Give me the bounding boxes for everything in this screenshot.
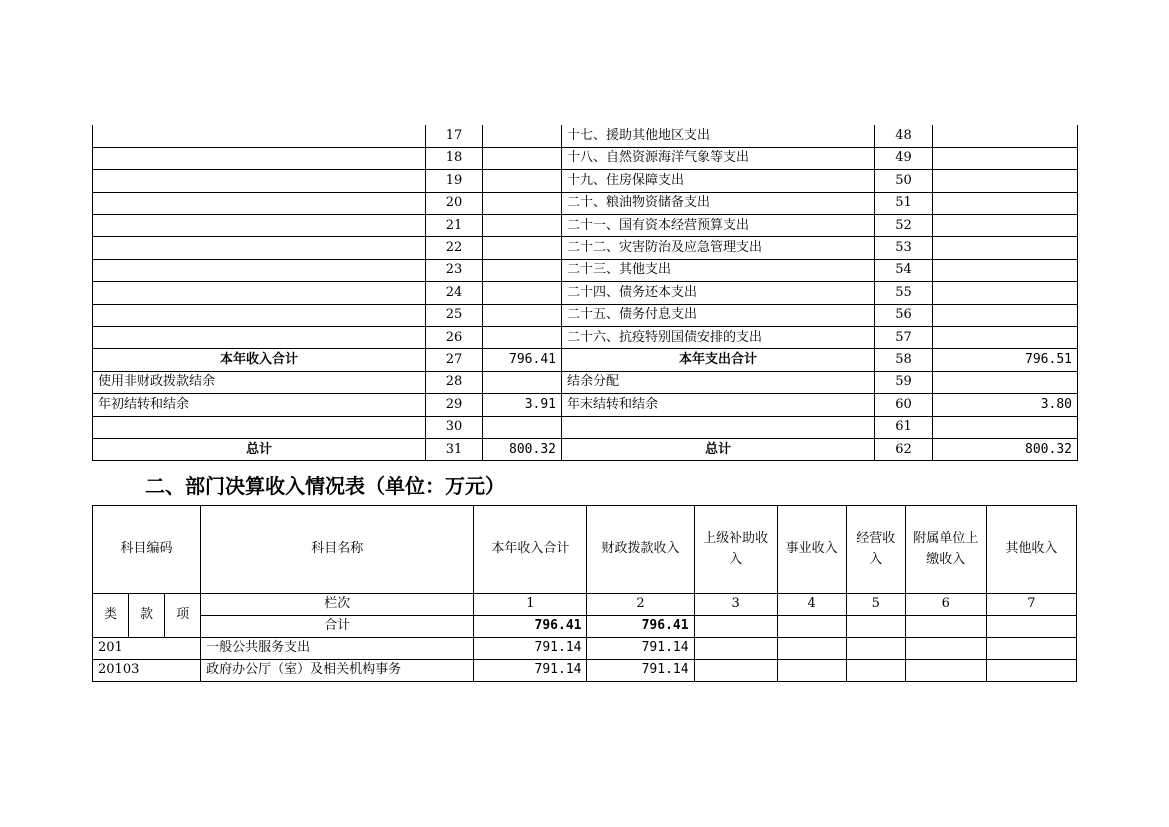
right-amount <box>933 215 1078 237</box>
right-amount <box>933 192 1078 214</box>
right-line-number: 50 <box>875 170 933 192</box>
right-label: 十九、住房保障支出 <box>562 170 875 192</box>
left-amount: 796.41 <box>483 349 562 371</box>
right-line-number: 61 <box>875 416 933 438</box>
left-label: 年初结转和结余 <box>93 394 426 416</box>
column-number: 5 <box>846 594 905 616</box>
empty-cell <box>777 638 846 660</box>
left-line-number: 30 <box>426 416 483 438</box>
header-affiliated: 附属单位上缴收入 <box>905 506 986 594</box>
header-operating: 经营收入 <box>846 506 905 594</box>
left-label <box>93 192 426 214</box>
left-label <box>93 416 426 438</box>
left-line-number: 26 <box>426 327 483 349</box>
right-line-number: 53 <box>875 237 933 259</box>
right-label: 本年支出合计 <box>562 349 875 371</box>
table-row <box>93 282 1078 304</box>
right-amount <box>933 170 1078 192</box>
right-line-number: 54 <box>875 259 933 281</box>
row-total: 791.14 <box>474 660 587 682</box>
left-line-number: 19 <box>426 170 483 192</box>
left-label <box>93 125 426 147</box>
right-line-number: 49 <box>875 147 933 169</box>
table-row <box>93 371 1078 393</box>
table-row <box>93 237 1078 259</box>
right-amount <box>933 416 1078 438</box>
left-line-number: 23 <box>426 259 483 281</box>
left-line-number: 28 <box>426 371 483 393</box>
table-row <box>93 125 1078 147</box>
empty-cell <box>905 660 986 682</box>
left-amount <box>483 282 562 304</box>
right-amount <box>933 282 1078 304</box>
row-fiscal: 791.14 <box>587 638 694 660</box>
left-label <box>93 237 426 259</box>
left-amount <box>483 371 562 393</box>
right-label: 十八、自然资源海洋气象等支出 <box>562 147 875 169</box>
header-total: 本年收入合计 <box>474 506 587 594</box>
empty-cell <box>905 638 986 660</box>
column-number: 3 <box>694 594 777 616</box>
income-table <box>92 505 1077 682</box>
header-code: 科目编码 <box>93 506 201 594</box>
left-amount <box>483 416 562 438</box>
column-number: 1 <box>474 594 587 616</box>
right-line-number: 58 <box>875 349 933 371</box>
right-label <box>562 416 875 438</box>
left-amount: 800.32 <box>483 438 562 460</box>
total-row-label: 合计 <box>201 616 474 638</box>
column-number: 6 <box>905 594 986 616</box>
right-amount <box>933 327 1078 349</box>
left-line-number: 20 <box>426 192 483 214</box>
summary-table <box>92 125 1078 461</box>
right-line-number: 55 <box>875 282 933 304</box>
empty-cell <box>905 616 986 638</box>
table-row <box>93 192 1078 214</box>
total-row-fiscal: 796.41 <box>587 616 694 638</box>
left-line-number: 27 <box>426 349 483 371</box>
left-label <box>93 170 426 192</box>
sub-header-kuan: 款 <box>129 594 165 638</box>
section-title: 二、部门决算收入情况表（单位：万元） <box>145 474 505 498</box>
empty-cell <box>777 616 846 638</box>
table-row <box>93 438 1078 460</box>
empty-cell <box>694 616 777 638</box>
empty-cell <box>846 638 905 660</box>
column-number: 2 <box>587 594 694 616</box>
left-label <box>93 147 426 169</box>
row-name: 政府办公厅（室）及相关机构事务 <box>201 660 474 682</box>
row-code: 20103 <box>93 660 201 682</box>
column-number: 4 <box>777 594 846 616</box>
right-amount <box>933 371 1078 393</box>
header-name: 科目名称 <box>201 506 474 594</box>
right-amount: 796.51 <box>933 349 1078 371</box>
row-name: 一般公共服务支出 <box>201 638 474 660</box>
empty-cell <box>694 638 777 660</box>
table-row <box>93 394 1078 416</box>
row-total: 791.14 <box>474 638 587 660</box>
right-label: 二十一、国有资本经营预算支出 <box>562 215 875 237</box>
left-line-number: 17 <box>426 125 483 147</box>
table-row <box>93 147 1078 169</box>
left-line-number: 21 <box>426 215 483 237</box>
empty-cell <box>986 660 1076 682</box>
left-label: 本年收入合计 <box>93 349 426 371</box>
right-line-number: 62 <box>875 438 933 460</box>
right-line-number: 60 <box>875 394 933 416</box>
right-amount <box>933 147 1078 169</box>
right-label: 二十三、其他支出 <box>562 259 875 281</box>
left-amount <box>483 237 562 259</box>
left-label: 使用非财政拨款结余 <box>93 371 426 393</box>
right-amount: 3.80 <box>933 394 1078 416</box>
left-label: 总计 <box>93 438 426 460</box>
left-amount: 3.91 <box>483 394 562 416</box>
column-number: 7 <box>986 594 1076 616</box>
left-line-number: 18 <box>426 147 483 169</box>
empty-cell <box>846 660 905 682</box>
empty-cell <box>694 660 777 682</box>
left-amount <box>483 170 562 192</box>
table-row <box>93 349 1078 371</box>
left-line-number: 25 <box>426 304 483 326</box>
empty-cell <box>986 616 1076 638</box>
row-code: 201 <box>93 638 201 660</box>
right-amount <box>933 237 1078 259</box>
right-label: 二十二、灾害防治及应急管理支出 <box>562 237 875 259</box>
table-row <box>93 259 1078 281</box>
left-amount <box>483 215 562 237</box>
table-row <box>93 215 1078 237</box>
table-row <box>93 638 1077 660</box>
right-label: 二十、粮油物资储备支出 <box>562 192 875 214</box>
right-label: 二十六、抗疫特别国债安排的支出 <box>562 327 875 349</box>
empty-cell <box>846 616 905 638</box>
left-amount <box>483 125 562 147</box>
right-line-number: 59 <box>875 371 933 393</box>
left-amount <box>483 327 562 349</box>
sub-header-xiang: 项 <box>165 594 201 638</box>
header-other: 其他收入 <box>986 506 1076 594</box>
right-amount <box>933 304 1078 326</box>
table-row <box>93 170 1078 192</box>
right-line-number: 52 <box>875 215 933 237</box>
left-label <box>93 215 426 237</box>
left-label <box>93 327 426 349</box>
row-fiscal: 791.14 <box>587 660 694 682</box>
left-amount <box>483 147 562 169</box>
left-line-number: 24 <box>426 282 483 304</box>
left-label <box>93 259 426 281</box>
empty-cell <box>986 638 1076 660</box>
right-amount <box>933 259 1078 281</box>
right-label: 十七、援助其他地区支出 <box>562 125 875 147</box>
header-fiscal: 财政拨款收入 <box>587 506 694 594</box>
sub-header-lanci: 栏次 <box>201 594 474 616</box>
header-superior: 上级补助收入 <box>694 506 777 594</box>
header-business: 事业收入 <box>777 506 846 594</box>
left-amount <box>483 304 562 326</box>
left-amount <box>483 259 562 281</box>
right-label: 结余分配 <box>562 371 875 393</box>
table-row <box>93 304 1078 326</box>
left-line-number: 29 <box>426 394 483 416</box>
right-label: 年末结转和结余 <box>562 394 875 416</box>
right-label: 总计 <box>562 438 875 460</box>
right-line-number: 51 <box>875 192 933 214</box>
right-line-number: 48 <box>875 125 933 147</box>
right-label: 二十四、债务还本支出 <box>562 282 875 304</box>
right-line-number: 57 <box>875 327 933 349</box>
left-label <box>93 304 426 326</box>
right-amount: 800.32 <box>933 438 1078 460</box>
table-row <box>93 660 1077 682</box>
right-amount <box>933 125 1078 147</box>
sub-header-lei: 类 <box>93 594 129 638</box>
empty-cell <box>777 660 846 682</box>
left-line-number: 22 <box>426 237 483 259</box>
total-row-total: 796.41 <box>474 616 587 638</box>
left-label <box>93 282 426 304</box>
right-line-number: 56 <box>875 304 933 326</box>
table-row <box>93 416 1078 438</box>
left-amount <box>483 192 562 214</box>
left-line-number: 31 <box>426 438 483 460</box>
table-row <box>93 327 1078 349</box>
right-label: 二十五、债务付息支出 <box>562 304 875 326</box>
